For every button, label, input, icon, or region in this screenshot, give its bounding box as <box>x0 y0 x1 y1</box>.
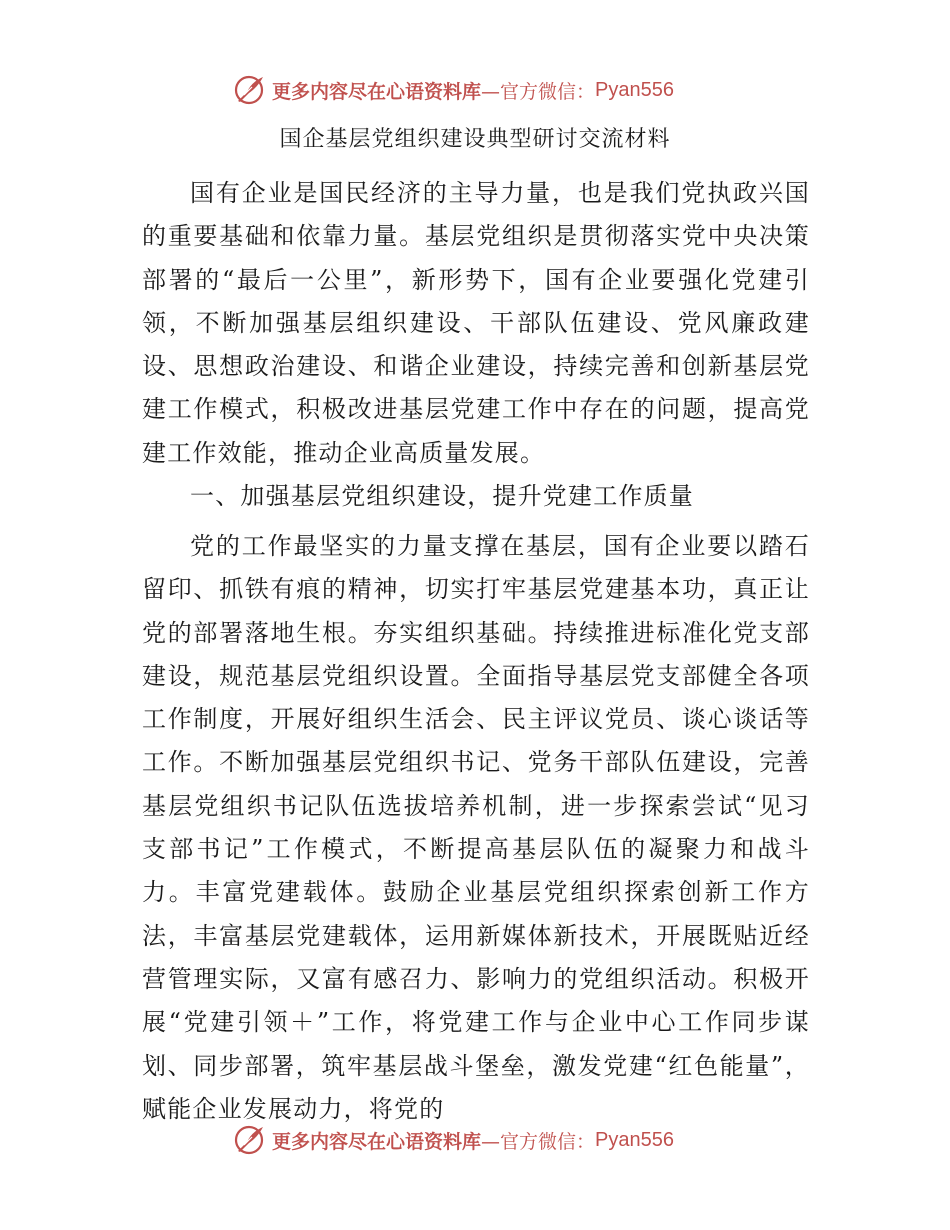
document-title: 国企基层党组织建设典型研讨交流材料 <box>279 127 671 152</box>
banner-wechat-id: Pyan556 <box>595 78 674 101</box>
header-banner[interactable] <box>232 70 752 110</box>
quill-pen-logo-icon <box>232 73 266 107</box>
banner-wechat-label: —官方微信： <box>481 80 596 103</box>
quill-pen-logo-icon <box>232 1123 266 1157</box>
footer-banner[interactable] <box>232 1120 752 1160</box>
banner-ad-text: 更多内容尽在心语资料库 <box>272 1130 482 1153</box>
banner-wechat-label: —官方微信： <box>481 1130 596 1153</box>
body-paragraph: 党的工作最坚实的力量支撑在基层，国有企业要以踏石留印、抓铁有痕的精神，切实打牢基层党建基本功，真正让党的部署落地生根。夯实组织基础。持续推进标准化党支部建设，规范基层党组织设置。全面指导基层党支部健全各项工作制度，开展好组织生活会、民主评议党员、谈心谈话等工作。不断加强基层党组织书记、党务干部队伍建设，完善基层党组织书记队伍选拔培养机制，进一步探索尝试“见习支部书记”工作模式，不断提高基层队伍的凝聚力和战斗力。丰富党建载体。鼓励企业基层党组织探索创新工作方法，丰富基层党建载体，运用新媒体新技术，开展既贴近经营管理实际，又富有感召力、影响力的党组织活动。积极开展“党建引领＋”工作，将党建工作与企业中心工作同步谋划、同步部署，筑牢基层战斗堡垒，激发党建“红色能量”，赋能企业发展动力，将党的 <box>142 532 810 1123</box>
body-paragraph: 国有企业是国民经济的主导力量，也是我们党执政兴国的重要基础和依靠力量。基层党组织是贯彻落实党中央决策部署的“最后一公里”，新形势下，国有企业要强化党建引领，不断加强基层组织建设、干部队伍建设、党风廉政建设、思想政治建设、和谐企业建设，持续完善和创新基层党建工作模式，积极改进基层党建工作中存在的问题，提高党建工作效能，推动企业高质量发展。 <box>142 179 810 467</box>
banner-ad-text: 更多内容尽在心语资料库 <box>272 80 482 103</box>
section-heading: 一、加强基层党组织建设，提升党建工作质量 <box>190 482 694 510</box>
banner-wechat-id: Pyan556 <box>595 1128 674 1151</box>
